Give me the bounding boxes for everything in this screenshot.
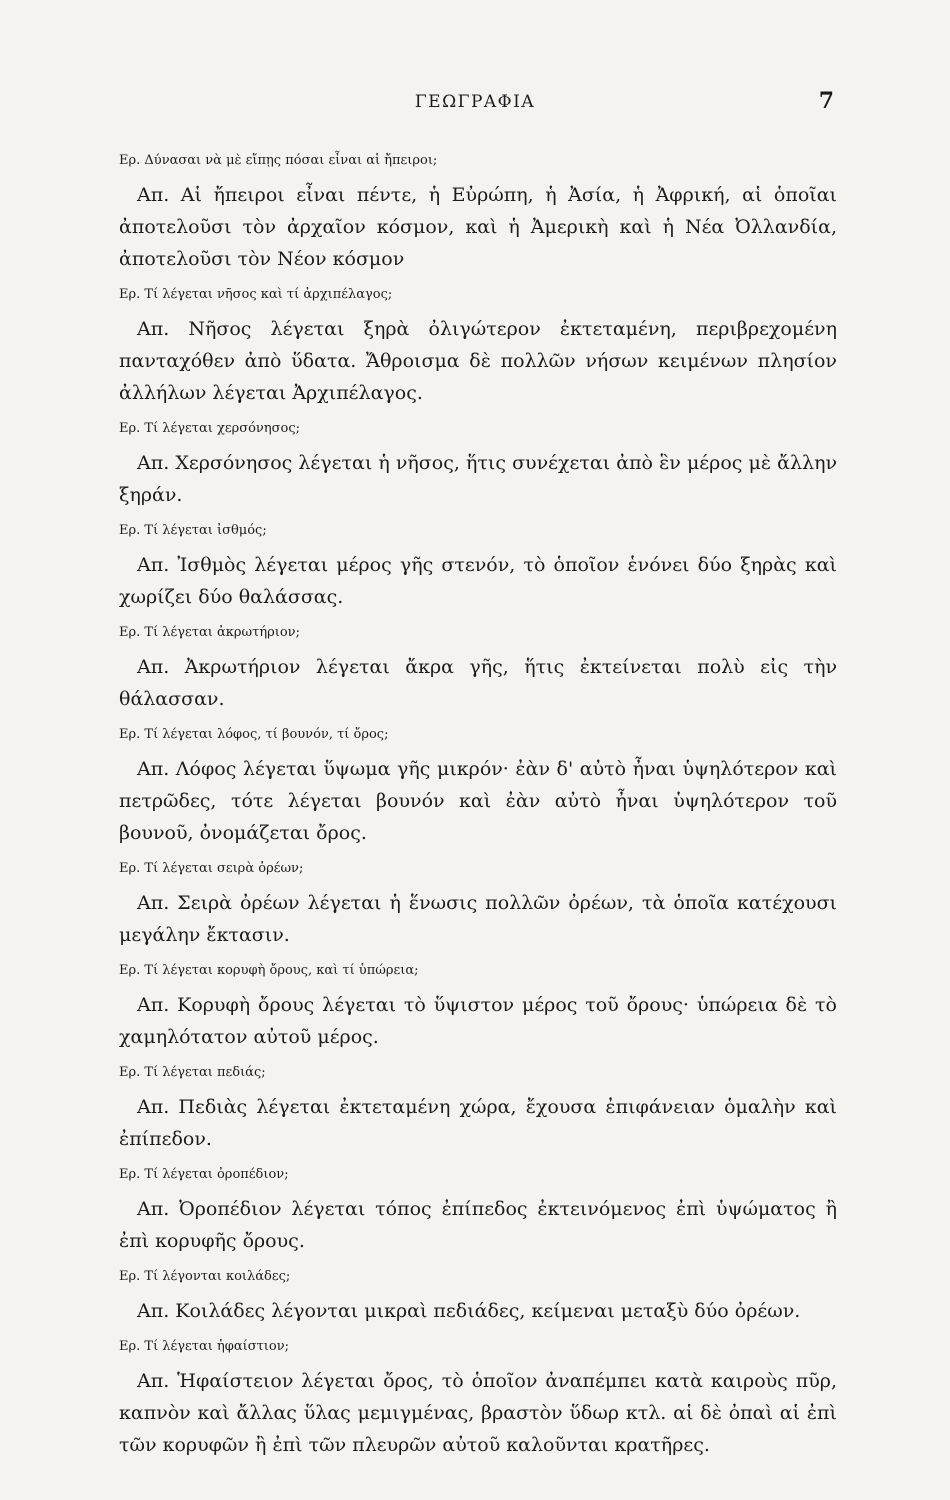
answer: Απ. Κοιλάδες λέγονται μικραὶ πεδιάδες, κείμεναι μεταξὺ δύο ὀρέων. <box>137 1300 801 1322</box>
answer: Απ. Σειρὰ ὀρέων λέγεται ἡ ἕνωσις πολλῶν ὀρέων, τὰ ὁποῖα κατέχουσι μεγάλην ἔκτασιν. <box>119 892 837 946</box>
question: Ερ. Τί λέγεται ἰσθμός; <box>119 523 267 538</box>
question: Ερ. Τί λέγεται νῆσος καὶ τί ἀρχιπέλαγος; <box>119 287 393 302</box>
qa-entry <box>119 860 837 951</box>
answer: Απ. Κορυφὴ ὄρους λέγεται τὸ ὕψιστον μέρος τοῦ ὄρους· ὑπώρεια δὲ τὸ χαμηλότατον αὐτοῦ μέρος. <box>119 994 837 1048</box>
question: Ερ. Τί λέγεται σειρὰ ὀρέων; <box>119 861 304 876</box>
question: Ερ. Τί λέγεται λόφος, τί βουνόν, τί ὄρος; <box>119 727 389 742</box>
question: Ερ. Τί λέγεται ἡφαίστιον; <box>119 1339 290 1354</box>
qa-entry <box>119 1064 837 1155</box>
question: Ερ. Τί λέγεται ὀροπέδιον; <box>119 1167 289 1182</box>
qa-entry <box>119 152 837 275</box>
question: Ερ. Τί λέγεται ἀκρωτήριον; <box>119 625 300 640</box>
qa-entry <box>119 1338 837 1461</box>
answer: Απ. Ὀροπέδιον λέγεται τόπος ἐπίπεδος ἐκτεινόμενος ἐπὶ ὑψώματος ἢ ἐπὶ κορυφῆς ὄρους. <box>119 1198 837 1252</box>
answer: Απ. Ἀκρωτήριον λέγεται ἄκρα γῆς, ἥτις ἐκτείνεται πολὺ εἰς τὴν θάλασσαν. <box>119 656 837 710</box>
qa-entry <box>119 522 837 613</box>
qa-entry <box>119 286 837 409</box>
answer: Απ. Χερσόνησος λέγεται ἡ νῆσος, ἥτις συνέχεται ἀπὸ ἓν μέρος μὲ ἄλλην ξηράν. <box>119 452 837 506</box>
question: Ερ. Τί λέγεται κορυφὴ ὄρους, καὶ τί ὑπώρεια; <box>119 963 419 978</box>
answer: Απ. Νῆσος λέγεται ξηρὰ ὀλιγώτερον ἐκτεταμένη, περιβρεχομένη πανταχόθεν ἀπὸ ὕδατα. Ἄθροισμα δὲ πολλῶν νήσων κειμένων πλησίον ἀλλήλων λέγεται Ἀρχιπέλαγος. <box>119 318 837 404</box>
answer: Απ. Ἰσθμὸς λέγεται μέρος γῆς στενόν, τὸ ὁποῖον ἑνόνει δύο ξηρὰς καὶ χωρίζει δύο θαλάσσας. <box>119 554 837 608</box>
question: Ερ. Δύνασαι νὰ μὲ εἴπῃς πόσαι εἶναι αἱ ἤπειροι; <box>119 153 438 168</box>
page-number: 7 <box>818 88 834 114</box>
answer: Απ. Πεδιὰς λέγεται ἐκτεταμένη χώρα, ἔχουσα ἐπιφάνειαν ὁμαλὴν καὶ ἐπίπεδον. <box>119 1096 837 1150</box>
qa-entry <box>119 1268 837 1327</box>
question: Ερ. Τί λέγεται χερσόνησος; <box>119 421 300 436</box>
answer: Απ. Ἡφαίστειον λέγεται ὄρος, τὸ ὁποῖον ἀναπέμπει κατὰ καιροὺς πῦρ, καπνὸν καὶ ἄλλας ὕλας μεμιγμένας, βραστὸν ὕδωρ κτλ. αἱ δὲ ὀπαὶ αἱ ἐπὶ τῶν κορυφῶν ἢ ἐπὶ τῶν πλευρῶν αὐτοῦ καλοῦνται κρατῆρες. <box>119 1370 837 1456</box>
qa-entry <box>119 420 837 511</box>
question: Ερ. Τί λέγεται πεδιάς; <box>119 1065 266 1080</box>
page-header <box>0 88 950 122</box>
qa-entry <box>119 624 837 715</box>
answer: Απ. Λόφος λέγεται ὕψωμα γῆς μικρόν· ἐὰν δ' αὐτὸ ἦναι ὑψηλότερον καὶ πετρῶδες, τότε λέγεται βουνόν καὶ ἐὰν αὐτὸ ἦναι ὑψηλότερον τοῦ βουνοῦ, ὀνομάζεται ὄρος. <box>119 758 837 844</box>
qa-entry <box>119 1166 837 1257</box>
answer: Απ. Αἱ ἤπειροι εἶναι πέντε, ἡ Εὐρώπη, ἡ Ἀσία, ἡ Ἀφρική, αἱ ὁποῖαι ἀποτελοῦσι τὸν ἀρχαῖον κόσμον, καὶ ἡ Ἀμερικὴ καὶ ἡ Νέα Ὀλλανδία, ἀποτελοῦσι τὸν Νέον κόσμον <box>119 184 837 270</box>
running-title: ΓΕΩΓΡΑΦΙΑ <box>414 92 536 112</box>
qa-entry <box>119 962 837 1053</box>
qa-entry <box>119 726 837 849</box>
question: Ερ. Τί λέγονται κοιλάδες; <box>119 1269 291 1284</box>
catechism-text <box>119 152 837 1472</box>
